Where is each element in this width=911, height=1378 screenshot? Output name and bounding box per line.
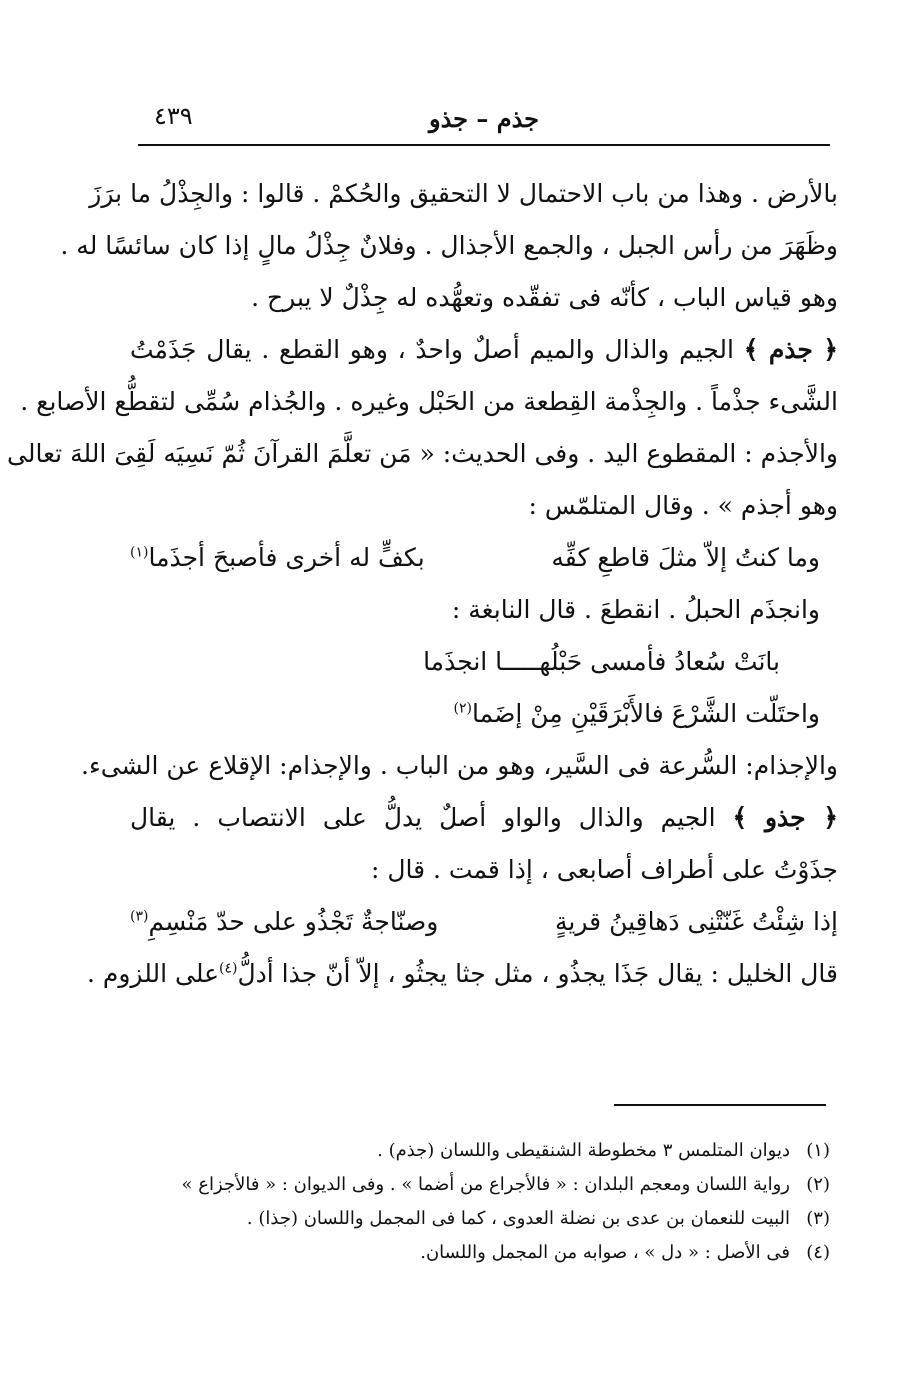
page-number: ٤٣٩ bbox=[154, 102, 193, 130]
footnote bbox=[140, 1134, 830, 1168]
verse-hemistich-2 bbox=[130, 532, 425, 584]
entry-jadhm-first-line bbox=[130, 324, 838, 376]
footnote-divider bbox=[614, 1104, 826, 1106]
text-line: والإجذام: السُّرعة فى السَّير، وهو من الباب . والإجذام: الإقلاع عن الشىء. bbox=[81, 751, 838, 780]
footnote bbox=[140, 1202, 830, 1236]
text-line: وانجذَم الحبلُ . انقطعَ . قال النابغة : bbox=[451, 595, 820, 624]
verse-hemistich: إذا شِئْتُ غَنّتْنِى دَهاقِينُ قريةٍ bbox=[555, 907, 838, 936]
verse-hemistich-text: وصنّاجةٌ تَجْذُو على حدّ مَنْسِمِ bbox=[148, 907, 439, 936]
footnote bbox=[140, 1168, 830, 1202]
footnote-number: (٢) bbox=[806, 1174, 830, 1195]
text-line bbox=[86, 948, 838, 1000]
footnote bbox=[140, 1236, 830, 1270]
text-segment: على اللزوم . bbox=[86, 959, 220, 988]
footnote-number: (١) bbox=[806, 1140, 830, 1161]
page-header bbox=[138, 98, 830, 146]
entry-jadhw-first-line bbox=[130, 792, 838, 844]
footnote-number: (٤) bbox=[806, 1242, 830, 1263]
entry-text: الجيم والذال والواو أصلٌ يدلُّ على الانتصاب . يقال bbox=[130, 803, 716, 832]
verse-hemistich-2 bbox=[130, 896, 438, 948]
verse-line: بانَتْ سُعادُ فأمسى حَبْلُهـــــا انجذَما bbox=[423, 647, 780, 676]
text-line: وهو قياس الباب ، كأنّه فى تفقّده وتعهُّده له جِذْلٌ لا يبرح . bbox=[251, 283, 838, 312]
footnote-text: ديوان المتلمس ٣ مخطوطة الشنقيطى واللسان (جذم) . bbox=[377, 1140, 790, 1161]
footnote-text: رواية اللسان ومعجم البلدان : « فالأجراع من أضما » . وفى الديوان : « فالأجزاع » bbox=[181, 1174, 790, 1195]
text-line: وهو أجذم » . وقال المتلمّس : bbox=[528, 491, 838, 520]
footnote-text: البيت للنعمان بن عدى بن نضلة العدوى ، كما فى المجمل واللسان (جذا) . bbox=[246, 1208, 790, 1229]
verse-hemistich-text: بكفٍّ له أخرى فأصبحَ أجذَما bbox=[148, 543, 425, 572]
headword-jadhw: ﴿ جذو ﴾ bbox=[732, 803, 838, 832]
verse-line bbox=[130, 532, 838, 584]
main-text bbox=[7, 168, 838, 1000]
text-line: والأجذم : المقطوع اليد . وفى الحديث: « مَن تعلَّمَ القرآنَ ثُمّ نَسِيَه لَقِىَ اللهَ تعالى bbox=[7, 439, 838, 468]
footnote-ref: (٢) bbox=[453, 700, 473, 717]
running-title: جذم – جذو bbox=[428, 104, 540, 133]
text-line: جذَوْتُ على أطراف أصابعى ، إذا قمت . قال : bbox=[370, 855, 838, 884]
text-line: وظَهَرَ من رأس الجبل ، والجمع الأجذال . وفلانٌ جِذْلُ مالٍ إذا كان سائسًا له . bbox=[60, 231, 838, 260]
verse-hemistich: واحتَلّت الشَّرْعَ فالأَبْرَقَيْنِ مِنْ إضَما bbox=[472, 699, 820, 728]
footnote-ref: (٤) bbox=[219, 960, 238, 977]
footnotes bbox=[140, 1134, 830, 1270]
verse-hemistich: وما كنتُ إلاّ مثلَ قاطعِ كفِّه bbox=[551, 543, 820, 572]
text-line: الشَّىء جذْماً . والجِذْمة القِطعة من الحَبْل وغيره . والجُذام سُمِّى لتقطُّع الأصابع . bbox=[20, 387, 838, 416]
footnote-ref: (٣) bbox=[130, 908, 149, 925]
entry-text: الجيم والذال والميم أصلٌ واحدٌ ، وهو القطع . يقال جَذَمْتُ bbox=[130, 335, 734, 364]
footnote-text: فى الأصل : « دل » ، صوابه من المجمل واللسان. bbox=[420, 1242, 790, 1263]
verse-line bbox=[130, 896, 838, 948]
text-segment: قال الخليل : يقال جَذَا يجذُو ، مثل جثا يجثُو ، إلاّ أنّ جذا أدلُّ bbox=[237, 959, 838, 988]
headword-jadhm: ﴿ جذم ﴾ bbox=[743, 335, 838, 364]
footnote-number: (٣) bbox=[806, 1208, 830, 1229]
text-line: بالأرض . وهذا من باب الاحتمال لا التحقيق والحُكمْ . قالوا : والجِذْلُ ما برَزَ bbox=[89, 179, 838, 208]
footnote-ref: (١) bbox=[130, 544, 149, 561]
verse-line bbox=[130, 688, 838, 740]
